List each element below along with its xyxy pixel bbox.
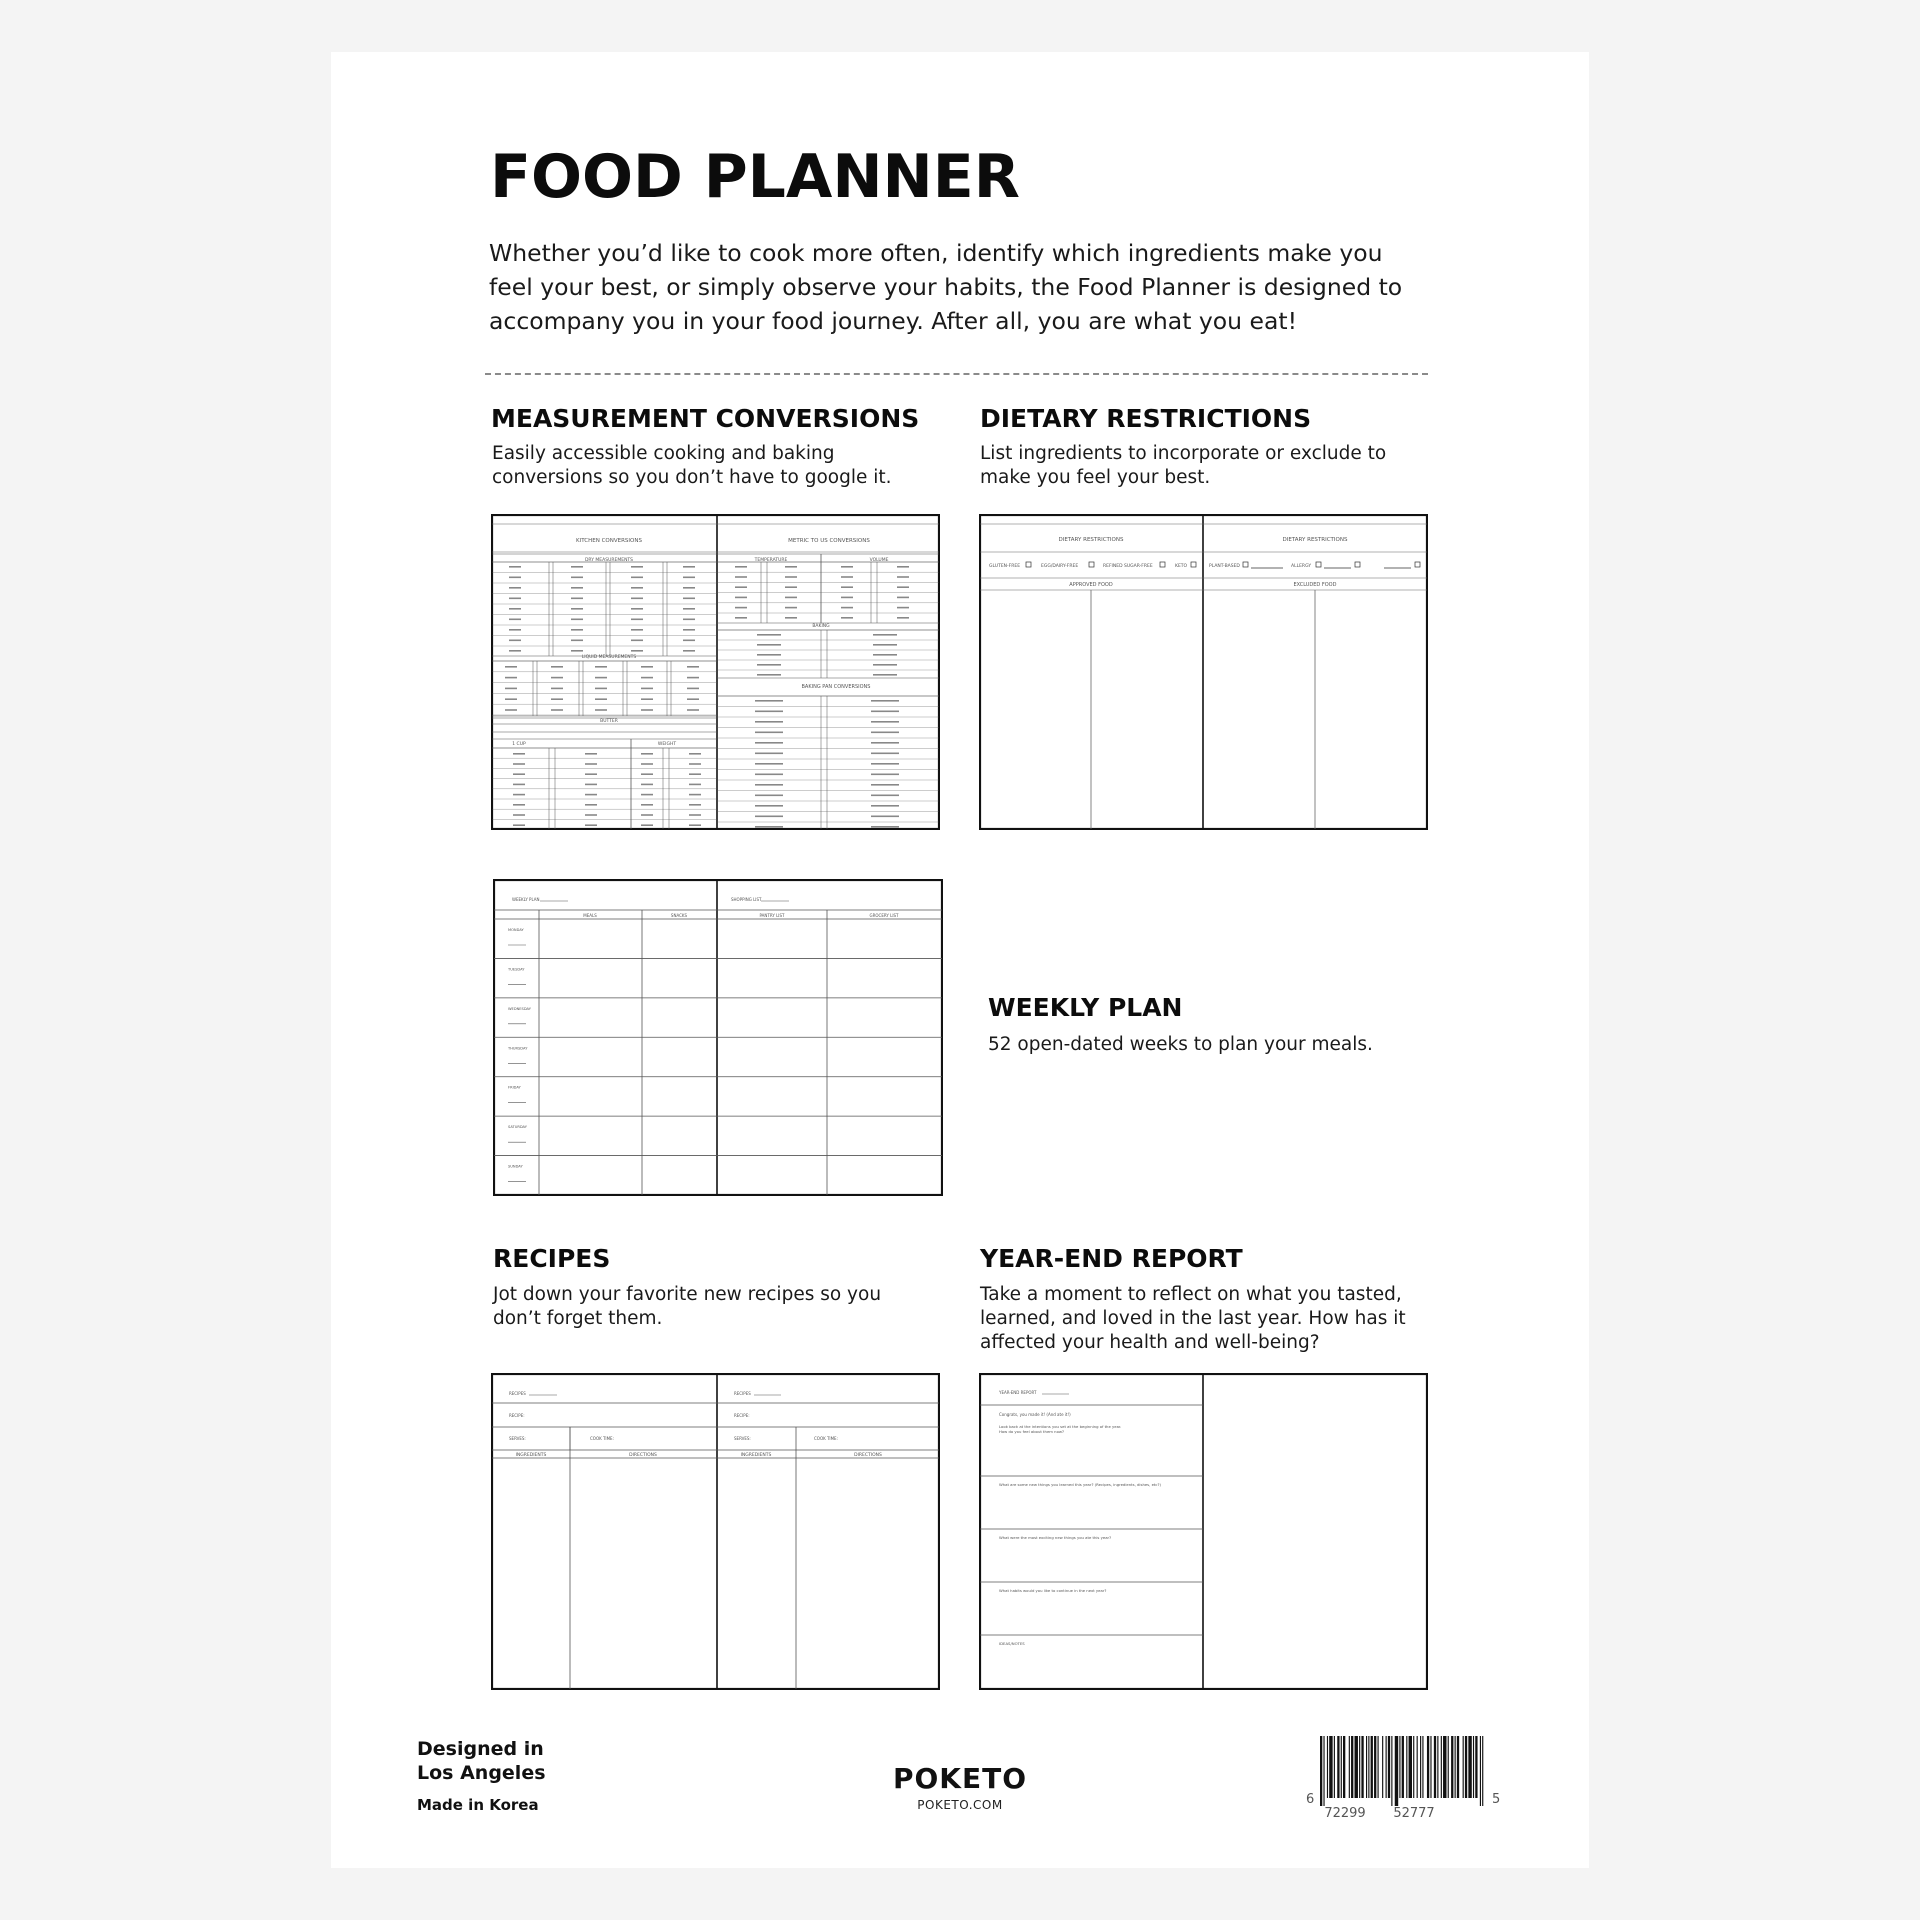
barcode-bar [1480, 1736, 1481, 1806]
option-keto: KETO [1175, 564, 1188, 569]
dietary-description: List ingredients to incorporate or exclude to make you feel your best. [980, 443, 1387, 488]
barcode-bar [1443, 1736, 1446, 1798]
barcode-bar [1361, 1736, 1363, 1798]
dry-measurements-label: DRY MEASUREMENTS [584, 558, 634, 563]
day-label-monday: MONDAY [508, 928, 524, 932]
liquid-measurements-label: LIQUID MEASUREMENTS [581, 655, 637, 660]
made-in: Made in Korea [417, 1796, 539, 1814]
barcode-bar [1451, 1736, 1453, 1798]
weight-label: WEIGHT [657, 742, 677, 747]
grocery-list-col: GROCERY LIST [869, 913, 899, 918]
barcode-left-digits: 72299 [1324, 1806, 1366, 1821]
question-learned: What are some new things you learned this year? (Recipes, ingredients, dishes, etc?) [999, 1482, 1161, 1487]
barcode-bar [1320, 1736, 1322, 1806]
barcode-bar [1386, 1736, 1387, 1798]
feel-text: How do you feel about them now? [999, 1429, 1065, 1434]
designed-in [417, 1737, 546, 1785]
barcode-bar [1420, 1736, 1421, 1798]
cook-time-field-left: COOK TIME: [590, 1436, 614, 1441]
barcode-bar [1371, 1736, 1373, 1798]
recipes-page-preview [491, 1373, 940, 1690]
metric-conversions-label: METRIC TO US CONVERSIONS [788, 538, 870, 544]
barcode-bar [1395, 1736, 1398, 1806]
conversions-heading: MEASUREMENT CONVERSIONS [491, 404, 920, 433]
pantry-list-col: PANTRY LIST [759, 913, 785, 918]
barcode-bar [1475, 1736, 1477, 1798]
recipes-label-left: RECIPES [509, 1391, 526, 1396]
dashed-divider [485, 373, 1428, 375]
barcode-bar [1473, 1736, 1474, 1798]
barcode-bar [1329, 1736, 1332, 1798]
conversions-description: Easily accessible cooking and baking conversions so you don’t have to google it. [492, 443, 892, 488]
yearend-heading: YEAR-END REPORT [980, 1244, 1243, 1273]
serves-field-left: SERVES: [509, 1436, 526, 1441]
barcode-bar [1334, 1736, 1335, 1798]
barcode-bar [1441, 1736, 1442, 1798]
ingredients-col-right: INGREDIENTS [740, 1453, 772, 1458]
barcode-first-digit: 6 [1306, 1792, 1315, 1807]
option-allergy: ALLERGY [1291, 564, 1312, 569]
barcode-bar [1465, 1736, 1467, 1798]
brand-url: POKETO.COM [917, 1798, 1003, 1812]
barcode-bar [1343, 1736, 1345, 1798]
barcode-bar [1417, 1736, 1418, 1798]
baking-pan-label: BAKING PAN CONVERSIONS [801, 684, 871, 690]
weekly-plan-label: WEEKLY PLAN [512, 897, 540, 902]
weekly-plan-page-preview [493, 879, 943, 1196]
serves-field-right: SERVES: [734, 1436, 751, 1441]
day-label-friday: FRIDAY [508, 1085, 521, 1090]
yearend-page-preview [979, 1373, 1428, 1690]
volume-label: VOLUME [869, 558, 889, 563]
page-title: FOOD PLANNER [490, 142, 1020, 212]
barcode-bar [1359, 1736, 1360, 1798]
recipe-field-left: RECIPE: [509, 1413, 525, 1418]
question-habits: What habits would you like to continue in the next year? [999, 1588, 1107, 1593]
designed-line: Designed in [417, 1738, 544, 1760]
barcode-bar [1337, 1736, 1339, 1798]
barcode [1305, 1736, 1505, 1822]
barcode-bar [1482, 1736, 1483, 1806]
barcode-bar [1434, 1736, 1436, 1798]
barcode-bar [1409, 1736, 1412, 1798]
barcode-bar [1368, 1736, 1369, 1798]
butter-label: BUTTER [600, 719, 618, 724]
option-plant-based: PLANT-BASED [1209, 564, 1240, 569]
cook-time-field-right: COOK TIME: [814, 1436, 838, 1441]
directions-col-left: DIRECTIONS [629, 1453, 657, 1458]
excluded-food-label: EXCLUDED FOOD [1293, 582, 1337, 588]
barcode-bar [1430, 1736, 1431, 1798]
question-exciting: What were the most exciting new things you ate this year? [999, 1535, 1112, 1540]
barcode-bar [1355, 1736, 1358, 1798]
weekly-heading: WEEKLY PLAN [988, 993, 1183, 1022]
barcode-bar [1468, 1736, 1471, 1798]
dietary-right-title: DIETARY RESTRICTIONS [1282, 537, 1348, 543]
option-refined-sugar-free: REFINED SUGAR-FREE [1103, 564, 1153, 569]
day-label-wednesday: WEDNESDAY [508, 1006, 531, 1011]
ideas-notes-label: IDEAS/NOTES [999, 1641, 1025, 1646]
barcode-bar [1448, 1736, 1449, 1798]
barcode-bar [1366, 1736, 1367, 1798]
barcode-bar [1413, 1736, 1414, 1798]
recipe-field-right: RECIPE: [734, 1413, 750, 1418]
barcode-bar [1402, 1736, 1404, 1798]
barcode-bar [1351, 1736, 1353, 1798]
one-cup-label: 1 CUP [512, 742, 526, 747]
barcode-bar [1406, 1736, 1407, 1798]
conversions-page-preview [491, 514, 940, 830]
barcode-bar [1463, 1736, 1464, 1798]
barcode-right-digits: 52777 [1393, 1806, 1435, 1821]
baking-label: BAKING [812, 624, 830, 629]
day-label-thursday: THURSDAY [508, 1046, 528, 1051]
barcode-bar [1427, 1736, 1429, 1798]
dietary-left-title: DIETARY RESTRICTIONS [1058, 537, 1124, 543]
ingredients-col-left: INGREDIENTS [515, 1453, 547, 1458]
barcode-bar [1382, 1736, 1383, 1798]
barcode-bar [1457, 1736, 1459, 1798]
option-egg-dairy-free: EGG/DAIRY-FREE [1041, 564, 1079, 569]
barcode-bar [1399, 1736, 1400, 1798]
shopping-list-label: SHOPPING LIST [731, 897, 762, 902]
barcode-bar [1327, 1736, 1328, 1798]
meals-col: MEALS [583, 913, 597, 918]
look-back-text: Look back at the intentions you set at the beginning of the year. [999, 1424, 1122, 1429]
intro-paragraph: Whether you’d like to cook more often, identify which ingredients make you feel your best, or simply observe your habits, the Food Planner is designed to accompany you in your food journey. After all, you are what you eat! [489, 239, 1403, 335]
barcode-last-digit: 5 [1492, 1792, 1501, 1807]
barcode-bar [1388, 1736, 1390, 1798]
barcode-bar [1349, 1736, 1350, 1798]
recipes-label-right: RECIPES [734, 1391, 751, 1396]
snacks-col: SNACKS [670, 913, 688, 918]
poketo-logo: POKETO [892, 1762, 1028, 1795]
barcode-bar [1455, 1736, 1456, 1798]
barcode-bar [1374, 1736, 1376, 1798]
option-gluten-free: GLUTEN-FREE [989, 564, 1021, 569]
barcode-bar [1323, 1736, 1324, 1806]
directions-col-right: DIRECTIONS [854, 1453, 882, 1458]
recipes-heading: RECIPES [493, 1244, 611, 1273]
barcode-bar [1341, 1736, 1342, 1798]
weekly-description: 52 open-dated weeks to plan your meals. [988, 1034, 1373, 1055]
kitchen-conversions-label: KITCHEN CONVERSIONS [576, 538, 642, 544]
day-label-sunday: SUNDAY [508, 1164, 523, 1169]
approved-food-label: APPROVED FOOD [1069, 582, 1113, 588]
barcode-bar [1437, 1736, 1438, 1798]
temperature-label: TEMPERATURE [754, 558, 788, 563]
day-label-saturday: SATURDAY [508, 1125, 527, 1130]
barcode-bar [1391, 1736, 1392, 1806]
dietary-heading: DIETARY RESTRICTIONS [980, 404, 1312, 433]
barcode-bar [1422, 1736, 1423, 1798]
recipes-description: Jot down your favorite new recipes so you don’t forget them. [493, 1284, 882, 1329]
yearend-label: YEAR-END REPORT [999, 1390, 1037, 1395]
barcode-bar [1378, 1736, 1379, 1798]
congrats-text: Congrats, you made it! (And ate it!) [999, 1412, 1071, 1417]
day-label-tuesday: TUESDAY [508, 967, 525, 972]
dietary-page-preview [979, 514, 1428, 830]
city-line: Los Angeles [417, 1762, 546, 1784]
yearend-description: Take a moment to reflect on what you tasted, learned, and loved in the last year. How has it affected your health and well-being? [980, 1284, 1406, 1353]
